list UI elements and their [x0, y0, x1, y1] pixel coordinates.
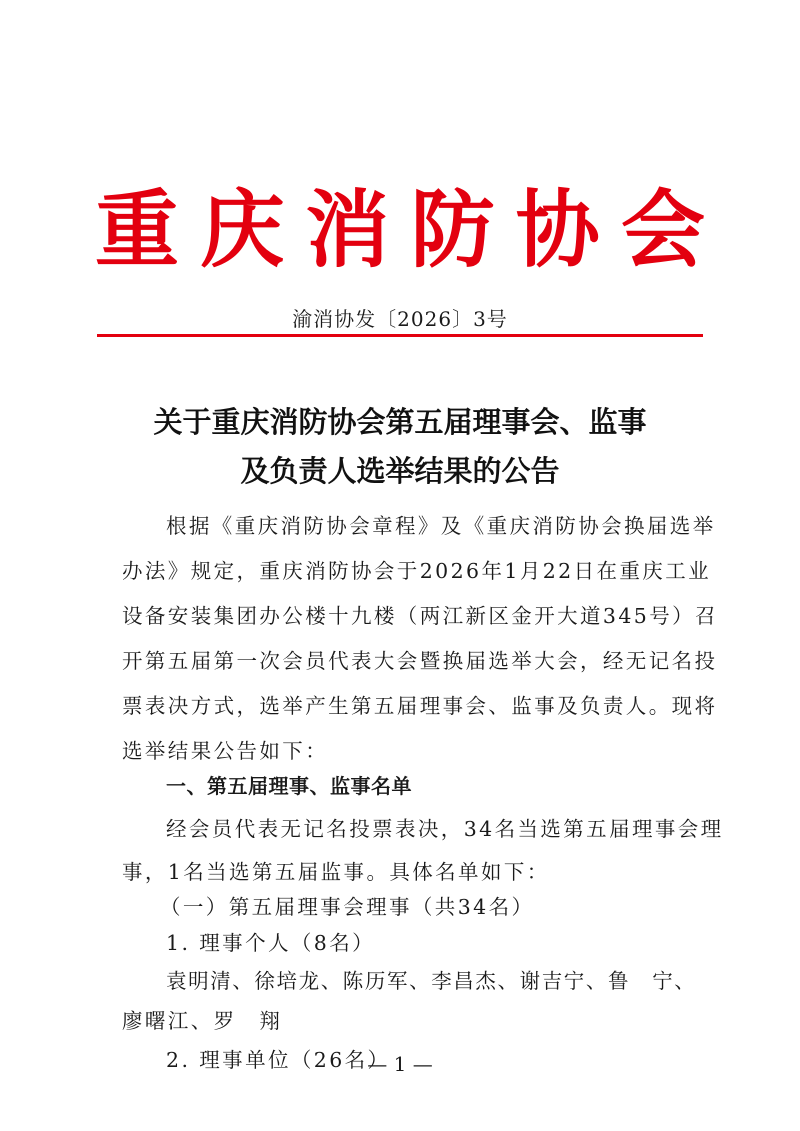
document-title-line-2: 及负责人选举结果的公告: [240, 454, 560, 488]
paragraph-line: 开第五届第一次会员代表大会暨换届选举大会，经无记名投: [122, 649, 718, 673]
paragraph-line: 票表决方式，选举产生第五届理事会、监事及负责人。现将: [122, 694, 718, 718]
subsection-heading: （一）第五届理事会理事（共34名）: [160, 895, 535, 919]
masthead-char: 消: [305, 180, 390, 279]
masthead-org-name: [95, 175, 705, 285]
masthead-char: 会: [620, 180, 705, 279]
red-divider-line: [97, 334, 703, 337]
section-heading: 一、第五届理事、监事名单: [166, 774, 412, 798]
document-number: 渝消协发〔2026〕3号: [292, 307, 508, 331]
name-list-line: 袁明清、徐培龙、陈历军、李昌杰、谢吉宁、鲁 宁、: [166, 969, 697, 993]
masthead-char: 庆: [200, 180, 285, 279]
paragraph-line: 根据《重庆消防协会章程》及《重庆消防协会换届选举: [166, 514, 716, 538]
paragraph-line: 事，1名当选第五届监事。具体名单如下：: [122, 860, 550, 884]
paragraph-line: 设备安装集团办公楼十九楼（两江新区金开大道345号）召: [122, 604, 718, 628]
page-number: — 1 —: [367, 1052, 433, 1076]
paragraph-line: 经会员代表无记名投票表决，34名当选第五届理事会理: [166, 817, 724, 841]
masthead-char: 防: [410, 180, 495, 279]
list-item: 2. 理事单位（26名）: [166, 1048, 391, 1072]
name-list-line: 廖曙江、罗 翔: [122, 1009, 283, 1033]
paragraph-line: 办法》规定，重庆消防协会于2026年1月22日在重庆工业: [122, 559, 711, 583]
document-title-line-1: 关于重庆消防协会第五届理事会、监事: [153, 405, 647, 439]
masthead-char: 协: [515, 180, 600, 279]
masthead-char: 重: [95, 180, 180, 279]
paragraph-line: 选举结果公告如下：: [122, 739, 329, 763]
list-item: 1. 理事个人（8名）: [166, 931, 376, 955]
